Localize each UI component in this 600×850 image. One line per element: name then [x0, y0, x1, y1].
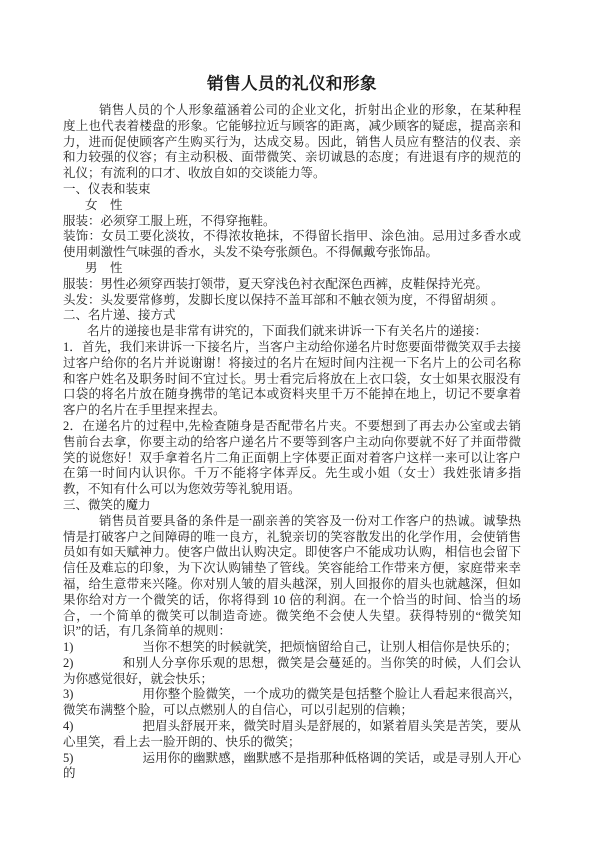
rule-number: 3)	[63, 687, 74, 702]
female-clothing-line: 服装：必须穿工服上班，不得穿拖鞋。	[63, 213, 276, 228]
section1-heading: 一、仪表和装束	[63, 181, 151, 196]
smile-rule-2	[63, 656, 521, 688]
rule-text: 把眉头舒展开来，微笑时眉头是舒展的，如紧着眉头笑是苦笑，要从心里笑，看上去一脸开朗的、快乐的微笑；	[63, 719, 521, 749]
section2-intro: 名片的递接也是非常有讲究的，下面我们就来讲诉一下有关名片的递接：	[87, 324, 488, 339]
male-clothing-line: 服装：男性必须穿西装打领带，夏天穿浅色衬衣配深色西裤，皮鞋保持光亮。	[63, 276, 489, 291]
section3-heading: 三、微笑的魔力	[63, 497, 151, 512]
card-item-1: 1．首先，我们来讲诉一下接名片，当客户主动给你递名片时您要面带微笑双手去接过客户给你的名片并说谢谢！将接过的名片在短时间内注视一下名片上的公司名称和客户姓名及职务时间不宜过长。男士看完后将放在上衣口袋，女士如果衣服没有口袋的将名片放在随身携带的笔记本或资料夹里千万不能掉在地上，切记不要拿着客户的名片在手里捏来捏去。	[63, 339, 521, 418]
female-decoration-line: 装饰：女员工要化淡妆，不得浓妆艳抹，不得留长指甲、涂色油。忌用过多香水或使用刺激性气味强的香水，头发不染夸张颜色。不得佩戴夸张饰品。	[63, 229, 521, 260]
section2-heading: 二、名片递、接方式	[63, 308, 176, 323]
rule-text: 和别人分享你乐观的思想，微笑是会蔓延的。当你笑的时候，人们会认为你感觉很好，就会快乐；	[63, 655, 521, 686]
smile-rule-4	[63, 719, 521, 751]
rule-number: 4)	[63, 719, 74, 734]
intro-paragraph: 销售人员的个人形象蕴涵着公司的企业文化，折射出企业的形象，在某种程度上也代表着楼盘的形象。它能够拉近与顾客的距离，减少顾客的疑虑，提高亲和力，进而促使顾客产生购买行为，达成交易。因此，销售人员应有整洁的仪表、亲和力较强的仪容；有主动积极、面带微笑、亲切诚恳的态度；有进退有序的规范的礼仪；有流利的口才、收放自如的交谈能力等。	[63, 103, 521, 181]
document-title: 销售人员的礼仪和形象	[207, 74, 377, 93]
rule-text: 运用你的幽默感，幽默感不是指那种低格调的笑话，或是寻别人开心的	[63, 750, 521, 781]
female-subheading: 女 性	[85, 197, 123, 212]
smile-rule-5	[63, 751, 521, 783]
rule-text: 当你不想笑的时候就笑，把烦恼留给自己，让别人相信你是快乐的；	[142, 640, 518, 655]
card-item-2: 2．在递名片的过程中,先检查随身是否配带名片夹。不要想到了再去办公室或去销售前台去拿，你要主动的给客户递名片不要等到客户主动向你要就不好了并面带微笑的说您好！双手拿着名片二角正面朝上字体要正面对着客户这样一来可以让客户在第一时间内认识你。千万不能将字体弄反。先生或小姐（女士）我姓张请多指教，不知有什么可以为您效劳等礼貌用语。	[63, 418, 521, 497]
smile-rule-3	[63, 687, 521, 719]
male-subheading: 男 性	[85, 260, 123, 275]
rule-text: 用你整个脸微笑，一个成功的微笑是包括整个脸让人看起来很高兴，微笑布满整个脸，可以点燃别人的自信心，可以引起别的信赖；	[63, 687, 521, 718]
male-hair-line: 头发：头发要常修剪，发脚长度以保持不盖耳部和不触衣领为度，不得留胡须 。	[63, 292, 504, 307]
rule-number: 1)	[63, 640, 74, 655]
rule-number: 5)	[63, 750, 74, 765]
document-body	[63, 103, 521, 782]
smile-rule-1	[63, 640, 521, 656]
rule-number: 2)	[63, 655, 74, 670]
section3-paragraph: 销售员首要具备的条件是一副亲善的笑容及一份对工作客户的热诚。诚挚热情是打破客户之间障碍的唯一良方，礼貌亲切的笑容散发出的化学作用，会使销售员如有如天赋神力。使客户做出认购决定。即使客户不能成功认购，相信也会留下信任及难忘的印象，为下次认购铺垫了管线。笑容能给工作带来方便，家庭带来幸福，给生意带来兴隆。你对别人皱的眉头越深，别人回报你的眉头也就越深，但如果你给对方一个微笑的话，你将得到 10 倍的利润。在一个恰当的时间、恰当的场合，一个简单的微笑可以制造奇迹。微笑绝不会使人失望。获得特别的“微笑知识”的话，有几条简单的规则：	[63, 513, 521, 639]
